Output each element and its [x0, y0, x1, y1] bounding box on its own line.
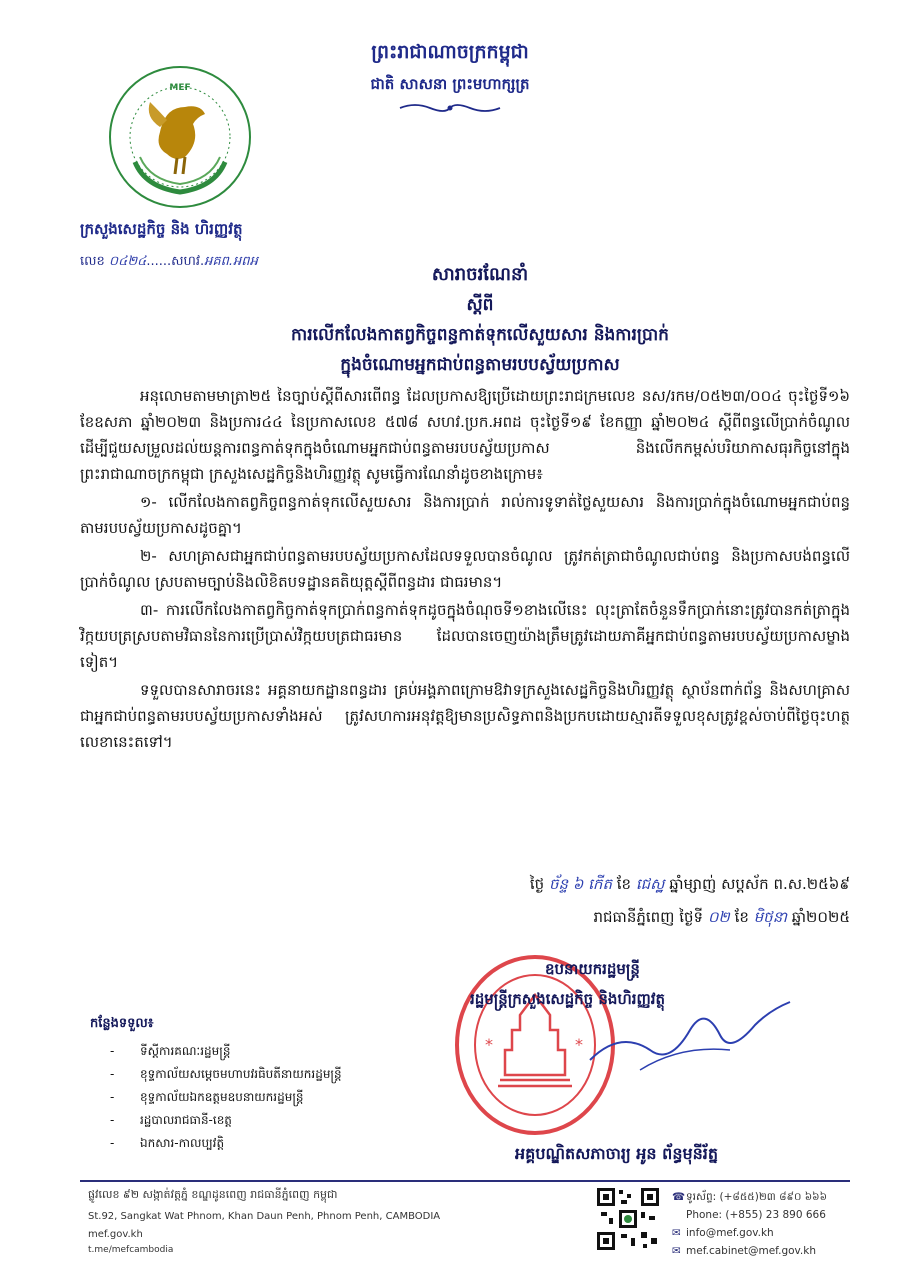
closing-paragraph: ទទួលបានសារាចរនេះ អគ្គនាយកដ្ឋានពន្ធដារ គ្រប់អង្គភាពក្រោមឱវាទក្រសួងសេដ្ឋកិច្ចនិងហិរញ្ញវត្ថុ ស្ថាប័នពាក់ព័ន្ធ និងសហគ្រាសជាអ្នកជាប់ពន្ធតាមរបបស្វ័យប្រកាសទាំងអស់ ត្រូវសហការអនុវត្តឱ្យមានប្រសិទ្ធភាពនិងប្រកបដោយស្មារតីទទួលខុសត្រូវខ្ពស់ចាប់ពីថ្ងៃចុះហត្ថលេខានេះតទៅ។	[80, 681, 850, 751]
lunar-date	[320, 875, 850, 897]
ministry-logo-icon	[105, 62, 255, 212]
lunar-day: ច័ន្ទ ៦ កើត	[548, 875, 612, 893]
ref-code: អគព.អពអ	[204, 254, 258, 269]
item-1: ១- លើកលែងកាតព្វកិច្ចពន្ធកាត់ទុកលើសួយសារ និងការប្រាក់ រាល់ការទូទាត់ថ្លៃសួយសារ និងការប្រាក់ក្នុងចំណោមអ្នកជាប់ពន្ធតាមរបបស្វ័យប្រកាសដូចគ្នា។	[80, 493, 850, 537]
solar-date	[320, 908, 850, 930]
ref-dots: ......	[146, 254, 172, 269]
email-1-text[interactable]: info@mef.gov.kh	[686, 1227, 774, 1239]
email-info[interactable]	[672, 1224, 827, 1242]
phone-en-text: Phone: (+855) 23 890 666	[686, 1209, 826, 1221]
title-line-2: ស្តីពី	[466, 295, 494, 315]
recipient-item: - ទីស្តីការគណៈរដ្ឋមន្ត្រី	[110, 1040, 342, 1063]
svg-text:*: *	[485, 1035, 493, 1054]
solar-day: ០២	[707, 908, 730, 926]
handwritten-signature-icon	[580, 990, 800, 1080]
phone-icon: ☎	[672, 1191, 686, 1203]
lunar-month: ជេស្ឋ	[635, 875, 665, 893]
phone-english	[672, 1206, 827, 1224]
email-2-text[interactable]: mef.cabinet@mef.gov.kh	[686, 1245, 816, 1257]
document-title	[150, 260, 810, 380]
website-link[interactable]: mef.gov.kh	[88, 1229, 143, 1240]
solar-prefix: រាជធានីភ្នំពេញ ថ្ងៃទី	[593, 908, 704, 926]
solar-month: មិថុនា	[753, 908, 787, 926]
solar-month-label: ខែ	[734, 908, 749, 926]
intro-paragraph: អនុលោមតាមមាត្រា២៥ នៃច្បាប់ស្តីពីសារពើពន្ធ ដែលប្រកាសឱ្យប្រើដោយព្រះរាជក្រមលេខ នស/រកម/០៥២៣/០០៤ ចុះថ្ងៃទី១៦ ខែឧសភា ឆ្នាំ២០២៣ និងប្រការ៤៤ នៃប្រកាសលេខ ៥៧៨ សហវ.ប្រក.អពដ ចុះថ្ងៃទី១៩ ខែកញ្ញា ឆ្នាំ២០២៤ ស្តីពីពន្ធលើប្រាក់ចំណូល ដើម្បីជួយសម្រួលដល់យន្តការពន្ធកាត់ទុកក្នុងចំណោមអ្នកជាប់ពន្ធតាមរបបស្វ័យប្រកាស និងលើកកម្ពស់បរិយាកាសធុរកិច្ចនៅក្នុងព្រះរាជាណាចក្រកម្ពុជា ក្រសួងសេដ្ឋកិច្ចនិងហិរញ្ញវត្ថុ សូមធ្វើការណែនាំដូចខាងក្រោម៖	[80, 387, 850, 483]
phone-khmer	[672, 1188, 827, 1206]
contact-info	[672, 1188, 827, 1260]
footer-divider	[80, 1180, 850, 1182]
ministry-name: ក្រសួងសេដ្ឋកិច្ច និង ហិរញ្ញវត្ថុ	[80, 220, 243, 238]
recipient-item: - រដ្ឋបាលរាជធានី-ខេត្ត	[110, 1109, 342, 1132]
email-cabinet[interactable]	[672, 1242, 827, 1260]
svg-text:*: *	[575, 1035, 583, 1054]
address-english: St.92, Sangkat Wat Phnom, Khan Daun Penh, Phnom Penh, CAMBODIA	[88, 1211, 441, 1222]
recipients-heading: កន្លែងទទួល៖	[90, 1016, 154, 1031]
recipient-item: - ខុទ្ទកាល័យឯកឧត្តមឧបនាយករដ្ឋមន្ត្រី	[110, 1086, 342, 1109]
svg-text:MEF: MEF	[169, 83, 191, 93]
solar-year: ឆ្នាំ២០២៥	[791, 908, 850, 926]
lunar-year: ឆ្នាំម្សាញ់ សប្តស័ក ព.ស.២៥៦៩	[669, 875, 850, 893]
ref-number: ០៤២៤	[108, 254, 147, 269]
national-motto: ជាតិ សាសនា ព្រះមហាក្សត្រ	[370, 75, 530, 93]
signatory-title-1: ឧបនាយករដ្ឋមន្ត្រី	[545, 960, 640, 978]
title-line-4: ក្នុងចំណោមអ្នកជាប់ពន្ធតាមរបបស្វ័យប្រកាស	[340, 355, 620, 375]
title-line-3: ការលើកលែងកាតព្វកិច្ចពន្ធកាត់ទុកលើសួយសារ និងការប្រាក់	[291, 325, 669, 345]
mail-icon: ✉	[672, 1227, 681, 1239]
recipient-item: - ខុទ្ទកាល័យសម្តេចមហាបវរធិបតីនាយករដ្ឋមន្ត្រី	[110, 1063, 342, 1086]
document-body	[80, 383, 850, 757]
telegram-link[interactable]: t.me/mefcambodia	[88, 1245, 174, 1255]
recipients-list	[110, 1040, 342, 1155]
item-2: ២- សហគ្រាសជាអ្នកជាប់ពន្ធតាមរបបស្វ័យប្រកាសដែលទទួលបានចំណូល ត្រូវកត់ត្រាជាចំណូលជាប់ពន្ធ និងប្រកាសបង់ពន្ធលើប្រាក់ចំណូល ស្របតាមច្បាប់និងលិខិតបទដ្ឋានគតិយុត្តស្តីពីពន្ធដារ ជាធរមាន។	[80, 547, 850, 591]
lunar-prefix: ថ្ងៃ	[529, 875, 545, 893]
qr-code-icon	[595, 1186, 661, 1252]
signatory-title-2: រដ្ឋមន្ត្រីក្រសួងសេដ្ឋកិច្ច និងហិរញ្ញវត្ថុ	[470, 990, 666, 1008]
lunar-month-label: ខែ	[616, 875, 632, 893]
title-line-1: សារាចរណែនាំ	[431, 264, 529, 285]
address-khmer: ផ្លូវលេខ ៩២ សង្កាត់វត្តភ្នំ ខណ្ឌដូនពេញ រាជធានីភ្នំពេញ កម្ពុជា	[88, 1188, 338, 1201]
ref-label: លេខ	[80, 254, 105, 269]
item-3: ៣- ការលើកលែងកាតព្វកិច្ចកាត់ទុកប្រាក់ពន្ធកាត់ទុកដូចក្នុងចំណុចទី១ខាងលើនេះ លុះត្រាតែចំនួនទឹកប្រាក់នោះត្រូវបានកត់ត្រាក្នុងវិក្កយបត្រស្របតាមវិធាននៃការប្រើប្រាស់វិក្កយបត្រជាធរមាន ដែលបានចេញយ៉ាងត្រឹមត្រូវដោយភាគីអ្នកជាប់ពន្ធតាមរបបស្វ័យប្រកាសម្ខាងទៀត។	[80, 601, 850, 671]
recipient-item: - ឯកសារ-កាលប្បវត្តិ	[110, 1132, 342, 1155]
signatory-name: អគ្គបណ្ឌិតសភាចារ្យ អូន ព័ន្ធមុនីរ័ត្ន	[515, 1144, 719, 1163]
phone-kh-text: ទូរស័ព្ទ: (+៨៥៥)២៣ ៨៩០ ៦៦៦	[686, 1191, 828, 1203]
ornament-divider-icon	[395, 102, 505, 114]
kingdom-heading: ព្រះរាជាណាចក្រកម្ពុជា	[371, 41, 529, 63]
ref-office: សហវ.	[171, 254, 205, 269]
mail-icon: ✉	[672, 1245, 681, 1257]
